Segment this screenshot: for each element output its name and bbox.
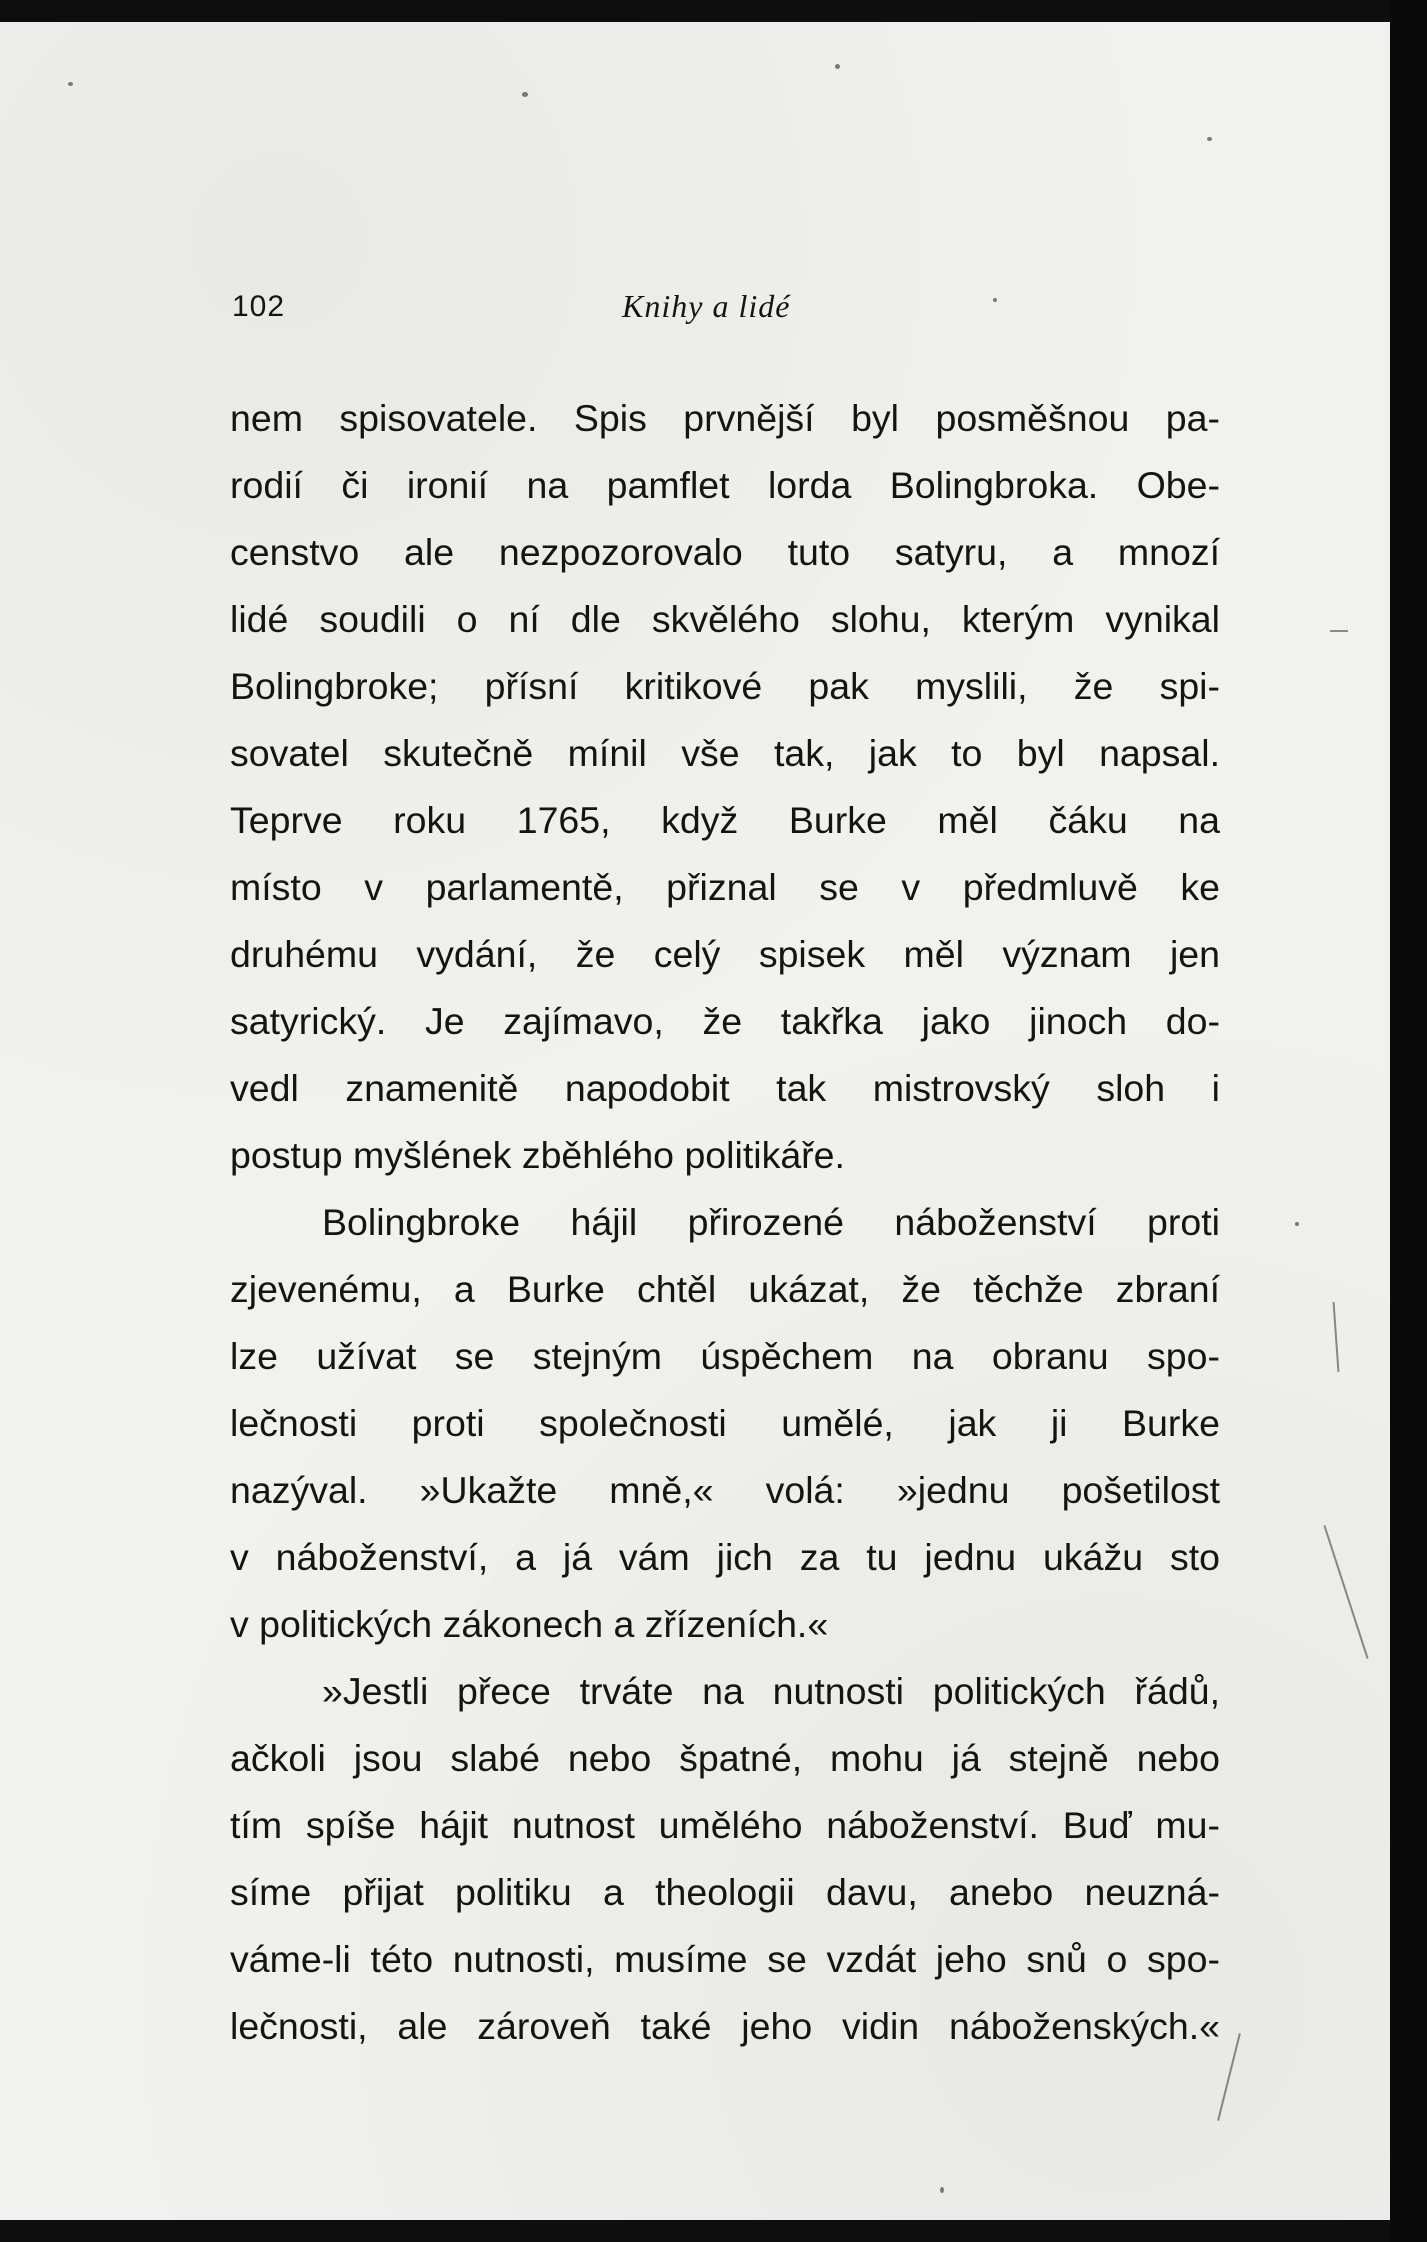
text-line: síme přijat politiku a theologii davu, anebo neuzná- (230, 1871, 1220, 1913)
text-line: censtvo ale nezpozorovalo tuto satyru, a mnozí (230, 531, 1220, 573)
book-page (0, 22, 1390, 2220)
text-line: Teprve roku 1765, když Burke měl čáku na (230, 799, 1220, 841)
scan-speck (940, 2187, 944, 2193)
text-line: rodií či ironií na pamflet lorda Bolingbroka. Obe- (230, 464, 1220, 506)
scan-speck (993, 298, 997, 302)
text-line: vedl znamenitě napodobit tak mistrovský sloh i (230, 1067, 1220, 1109)
text-line: ačkoli jsou slabé nebo špatné, mohu já stejně nebo (230, 1737, 1220, 1779)
text-line: nazýval. »Ukažte mně,« volá: »jednu pošetilost (230, 1469, 1220, 1511)
scan-mark (1217, 2033, 1241, 2121)
page-number: 102 (232, 290, 286, 323)
scan-speck (522, 92, 528, 97)
body-text (230, 385, 1220, 2060)
scan-mark (1333, 1302, 1340, 1372)
text-line: Bolingbroke; přísní kritikové pak myslili, že spi- (230, 665, 1220, 707)
scan-speck (1207, 137, 1212, 141)
text-line: satyrický. Je zajímavo, že takřka jako jinoch do- (230, 1000, 1220, 1042)
scan-mark (1323, 1525, 1368, 1659)
scan-mark (1330, 630, 1348, 632)
text-line: místo v parlamentě, přiznal se v předmluvě ke (230, 866, 1220, 908)
scan-speck (835, 64, 840, 69)
text-line: »Jestli přece trváte na nutnosti politických řádů, (322, 1670, 1220, 1712)
text-line: v náboženství, a já vám jich za tu jednu ukážu sto (230, 1536, 1220, 1578)
text-line: tím spíše hájit nutnost umělého náboženství. Buď mu- (230, 1804, 1220, 1846)
text-line: postup myšlének zběhlého politikáře. (230, 1134, 845, 1176)
text-line: nem spisovatele. Spis prvnější byl posměšnou pa- (230, 397, 1220, 439)
running-title: Knihy a lidé (622, 288, 791, 324)
text-line: lečnosti, ale zároveň také jeho vidin náboženských.« (230, 2005, 1220, 2047)
text-line: v politických zákonech a zřízeních.« (230, 1603, 829, 1645)
text-line: lze užívat se stejným úspěchem na obranu spo- (230, 1335, 1220, 1377)
text-line: druhému vydání, že celý spisek měl význam jen (230, 933, 1220, 975)
text-line: lidé soudili o ní dle skvělého slohu, kterým vynikal (230, 598, 1220, 640)
text-line: váme-li této nutnosti, musíme se vzdát jeho snů o spo- (230, 1938, 1220, 1980)
scan-border (1390, 0, 1427, 2242)
text-line: Bolingbroke hájil přirozené náboženství proti (322, 1201, 1220, 1243)
scan-speck (1295, 1222, 1299, 1226)
text-line: lečnosti proti společnosti umělé, jak ji Burke (230, 1402, 1220, 1444)
scan-speck (68, 82, 73, 86)
text-line: zjevenému, a Burke chtěl ukázat, že těchže zbraní (230, 1268, 1220, 1310)
text-line: sovatel skutečně mínil vše tak, jak to byl napsal. (230, 732, 1220, 774)
page-header (232, 290, 1237, 340)
